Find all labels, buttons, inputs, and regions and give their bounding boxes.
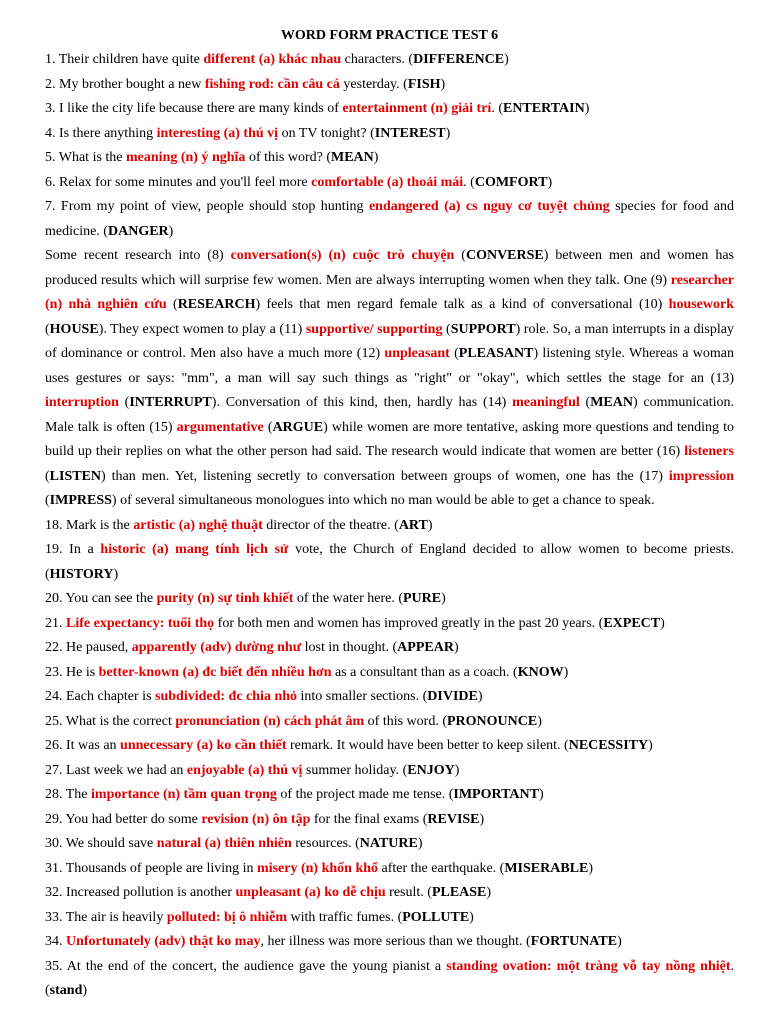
answer-text: importance (n) tầm quan trọng — [91, 787, 277, 802]
answer-text: Life expectancy: tuổi thọ — [66, 615, 215, 631]
sentence-text: 3. I like the city life because there are many kinds of — [45, 101, 343, 116]
exercise-item-q32 — [45, 881, 734, 906]
root-word: IMPRESS — [49, 493, 112, 508]
sentence-text: 22. He paused, — [45, 640, 132, 655]
sentence-text: ) listening style. Whereas a woman uses gestures or says: "mm", a man will say such things as "right" or "okay", which settles the stage for an (13) — [45, 346, 734, 386]
sentence-text: ) feels that men regard female talk as a kind of conversational (10) — [255, 297, 669, 312]
sentence-text: ) communication. Male talk is often (15) — [45, 395, 734, 435]
sentence-text: Some recent research into (8) — [45, 248, 231, 263]
root-word: CONVERSE — [465, 248, 544, 263]
answer-text: listeners — [684, 444, 734, 459]
sentence-text: ( — [449, 346, 459, 361]
sentence-text: ( — [442, 321, 451, 337]
answer-text: artistic (a) nghệ thuật — [133, 517, 263, 533]
root-word: HISTORY — [49, 566, 114, 582]
root-word: stand — [49, 983, 83, 998]
answer-text: endangered (a) cs nguy cơ tuyệt chủng — [368, 199, 610, 214]
sentence-text: ) — [588, 860, 594, 876]
exercise-item-q26 — [45, 734, 734, 759]
root-word: REVISE — [427, 811, 480, 827]
exercise-item-q34 — [45, 930, 734, 955]
answer-text: different (a) khác nhau — [203, 52, 342, 67]
sentence-text: characters. ( — [341, 52, 414, 67]
sentence-text: ) — [427, 517, 433, 533]
sentence-text: result. ( — [385, 885, 432, 900]
exercise-item-q22 — [45, 636, 734, 661]
answer-text: interesting (a) thú vị — [156, 125, 279, 141]
answer-text: researcher (n) nhà nghiên cứu — [45, 272, 734, 312]
exercise-item-q23 — [45, 661, 734, 686]
exercise-item-q29 — [45, 808, 734, 833]
sentence-text: 30. We should save — [45, 836, 157, 851]
sentence-text: 35. At the end of the concert, the audience gave the young pianist a — [45, 958, 447, 974]
sentence-text: ) role. So, a man interrupts in a display of dominance or control. Men also have a much more (12) — [45, 321, 734, 361]
root-word: HOUSE — [49, 321, 99, 337]
exercise-item-q3 — [45, 97, 734, 122]
exercise-item-q31 — [45, 857, 734, 882]
sentence-text: as a consultant than as a coach. ( — [331, 664, 518, 680]
root-word: ENTERTAIN — [502, 101, 585, 116]
root-word: DIFFERENCE — [413, 52, 505, 67]
sentence-text: ). They expect women to play a (11) — [98, 321, 306, 337]
root-word: RESEARCH — [177, 297, 256, 312]
sentence-text: ( — [579, 395, 591, 410]
sentence-text: ). Conversation of this kind, then, hardly has (14) — [211, 395, 513, 410]
root-word: ART — [398, 517, 428, 533]
answer-text: housework — [668, 297, 735, 312]
exercise-item-q5 — [45, 146, 734, 171]
sentence-text: 31. Thousands of people are living in — [45, 860, 258, 876]
sentence-text: with traffic fumes. ( — [287, 909, 403, 925]
root-word: APPEAR — [397, 640, 454, 655]
exercise-item-q18 — [45, 514, 734, 539]
root-word: POLLUTE — [402, 909, 470, 925]
sentence-text: 4. Is there anything — [45, 125, 157, 141]
root-word: PLEASE — [431, 885, 487, 900]
answer-text: revision (n) ôn tập — [201, 811, 311, 827]
sentence-text: ) — [617, 934, 622, 949]
sentence-text: 1. Their children have quite — [45, 52, 204, 67]
sentence-text: vote, the Church of England decided to allow women to become priests. ( — [45, 542, 734, 582]
root-word: ARGUE — [272, 419, 324, 435]
answer-text: unpleasant — [384, 346, 450, 361]
sentence-text: ) — [504, 52, 509, 67]
root-word: SUPPORT — [450, 321, 516, 337]
sentence-text: after the earthquake. ( — [378, 860, 505, 876]
exercise-item-q21 — [45, 612, 734, 637]
sentence-text: ( — [45, 468, 50, 484]
sentence-text: ( — [454, 248, 466, 263]
sentence-text: of this word. ( — [364, 713, 447, 729]
sentence-text: 21. — [45, 615, 66, 631]
exercise-item-q33 — [45, 906, 734, 931]
root-word: KNOW — [517, 664, 564, 680]
sentence-text: 34. — [45, 934, 66, 949]
sentence-text: 19. In a — [45, 542, 101, 557]
answer-text: argumentative — [176, 419, 264, 435]
sentence-text: ) — [486, 885, 492, 900]
exercise-list — [45, 48, 734, 1004]
sentence-text: remark. It would have been better to keep silent. ( — [286, 738, 569, 753]
root-word: LISTEN — [49, 468, 102, 484]
sentence-text: of the project made me tense. ( — [276, 787, 454, 802]
sentence-text: 18. Mark is the — [45, 517, 134, 533]
sentence-text: ( — [45, 493, 50, 508]
answer-text: entertainment (n) giải trí — [342, 101, 492, 116]
page-title: WORD FORM PRACTICE TEST 6 — [280, 28, 499, 43]
root-word: FORTUNATE — [530, 934, 618, 949]
root-word: EXPECT — [603, 615, 661, 631]
answer-text: comfortable (a) thoải mái — [311, 174, 464, 190]
sentence-text: ( — [45, 321, 50, 337]
sentence-text: ( — [263, 419, 273, 435]
sentence-text: 20. You can see the — [45, 591, 157, 606]
sentence-text: 24. Each chapter is — [45, 689, 156, 704]
sentence-text: for both men and women has improved greatly in the past 20 years. ( — [214, 615, 604, 631]
sentence-text: 27. Last week we had an — [45, 762, 187, 778]
answer-text: fishing rod: cần câu cá — [204, 76, 340, 92]
sentence-text: ) — [469, 909, 474, 925]
answer-text: better-known (a) đc biết đến nhiều hơn — [98, 664, 332, 680]
sentence-text: . ( — [463, 174, 475, 190]
sentence-text: ) — [454, 762, 460, 778]
exercise-item-q25 — [45, 710, 734, 735]
root-word: PLEASANT — [458, 346, 534, 361]
sentence-text: summer holiday. ( — [302, 762, 408, 778]
sentence-text: 28. The — [45, 787, 92, 802]
sentence-text: 2. My brother bought a new — [45, 76, 205, 92]
sentence-text: ( — [166, 297, 178, 312]
root-word: FISH — [407, 76, 441, 92]
exercise-item-q19 — [45, 538, 734, 587]
sentence-text: 32. Increased pollution is another — [45, 885, 236, 900]
exercise-item-q20 — [45, 587, 734, 612]
sentence-text: 6. Relax for some minutes and you'll feel more — [45, 174, 312, 190]
sentence-text: 25. What is the correct — [45, 713, 176, 729]
answer-text: meaningful — [512, 395, 580, 410]
answer-text: subdivided: đc chia nhỏ — [155, 689, 298, 704]
exercise-item-q1 — [45, 48, 734, 73]
root-word: ENJOY — [407, 762, 455, 778]
sentence-text: ) — [584, 101, 590, 116]
root-word: PURE — [402, 591, 442, 606]
exercise-item-q24 — [45, 685, 734, 710]
answer-text: unpleasant (a) ko dễ chịu — [235, 885, 386, 900]
sentence-text: ) — [373, 150, 379, 165]
sentence-text: ) of several simultaneous monologues into which no man would be able to get a chance to speak. — [111, 493, 655, 508]
answer-text: misery (n) khốn khổ — [257, 860, 379, 876]
sentence-text: ) — [660, 615, 665, 631]
sentence-text: . ( — [45, 958, 735, 998]
answer-text: supportive/ supporting — [305, 321, 443, 337]
sentence-text: on TV tonight? ( — [278, 125, 375, 141]
sentence-text: 29. You had better do some — [45, 811, 202, 827]
exercise-item-q28 — [45, 783, 734, 808]
answer-text: purity (n) sự tinh khiết — [156, 591, 294, 606]
sentence-text: director of the theatre. ( — [262, 517, 399, 533]
sentence-text: ( — [118, 395, 130, 410]
answer-text: historic (a) mang tính lịch sử — [100, 542, 289, 557]
sentence-text: ) — [168, 223, 174, 239]
reading-passage — [45, 244, 734, 514]
sentence-text: resources. ( — [291, 836, 360, 851]
sentence-text: ) — [445, 125, 451, 141]
sentence-text: of the water here. ( — [293, 591, 403, 606]
root-word: MEAN — [590, 395, 633, 410]
sentence-text: ) — [441, 591, 446, 606]
answer-text: natural (a) thiên nhiên — [156, 836, 292, 851]
root-word: INTERRUPT — [129, 395, 212, 410]
sentence-text: ) — [477, 689, 483, 704]
sentence-text: 5. What is the — [45, 150, 127, 165]
answer-text: polluted: bị ô nhiễm — [166, 909, 288, 925]
exercise-item-q30 — [45, 832, 734, 857]
sentence-text: ) — [453, 640, 459, 655]
answer-text: conversation(s) (n) cuộc trò chuyện — [230, 248, 455, 263]
sentence-text: for the final exams ( — [310, 811, 428, 827]
answer-text: interruption — [45, 395, 119, 410]
sentence-text: ) — [537, 713, 542, 729]
exercise-item-q2 — [45, 73, 734, 98]
sentence-text: , her illness was more serious than we thought. ( — [260, 934, 531, 949]
answer-text: enjoyable (a) thú vị — [186, 762, 303, 778]
sentence-text: ) — [82, 983, 88, 998]
sentence-text: ) between men and women has produced results which will surprise few women. Men are always interrupting women when they talk. One (9) — [45, 248, 734, 288]
sentence-text: ) — [113, 566, 119, 582]
answer-text: Unfortunately (adv) thật ko may — [66, 934, 261, 949]
answer-text: pronunciation (n) cách phát âm — [175, 713, 365, 729]
answer-text: meaning (n) ý nghĩa — [126, 150, 246, 165]
root-word: PRONOUNCE — [446, 713, 538, 729]
root-word: DIVIDE — [427, 689, 478, 704]
sentence-text: 7. From my point of view, people should stop hunting — [45, 199, 369, 214]
sentence-text: species for food and medicine. ( — [45, 199, 734, 239]
sentence-text: ) — [417, 836, 423, 851]
sentence-text: of this word? ( — [245, 150, 331, 165]
root-word: INTEREST — [374, 125, 446, 141]
root-word: IMPORTANT — [453, 787, 539, 802]
sentence-text: 26. It was an — [45, 738, 121, 753]
sentence-text: ) while women are more tentative, asking more questions and tending to build up their replies on what the other person had said. The research would indicate that women are better (16) — [45, 419, 734, 459]
sentence-text: 23. He is — [45, 664, 99, 680]
sentence-text: ) — [563, 664, 569, 680]
sentence-text: ) — [547, 174, 553, 190]
sentence-text: ) — [440, 76, 446, 92]
sentence-text: lost in thought. ( — [301, 640, 398, 655]
root-word: NATURE — [359, 836, 418, 851]
sentence-text: ) than men. Yet, listening secretly to conversation between groups of women, one has the (17) — [101, 468, 669, 484]
exercise-item-q27 — [45, 759, 734, 784]
sentence-text: ) — [648, 738, 653, 753]
answer-text: unnecessary (a) ko cần thiết — [120, 738, 287, 753]
sentence-text: into smaller sections. ( — [297, 689, 428, 704]
root-word: DANGER — [107, 223, 169, 239]
answer-text: impression — [668, 468, 734, 484]
answer-text: standing ovation: một tràng vỗ tay nồng nhiệt — [446, 958, 731, 974]
sentence-text: . ( — [491, 101, 503, 116]
exercise-item-q6 — [45, 171, 734, 196]
sentence-text: yesterday. ( — [339, 76, 408, 92]
exercise-item-q4 — [45, 122, 734, 147]
exercise-item-q7 — [45, 195, 734, 244]
root-word: NECESSITY — [568, 738, 649, 753]
root-word: MISERABLE — [504, 860, 589, 876]
answer-text: apparently (adv) dường như — [131, 640, 302, 655]
sentence-text: ) — [538, 787, 544, 802]
exercise-item-q35 — [45, 955, 734, 1004]
sentence-text: ) — [479, 811, 485, 827]
root-word: COMFORT — [474, 174, 548, 190]
sentence-text: 33. The air is heavily — [45, 909, 167, 925]
root-word: MEAN — [330, 150, 374, 165]
